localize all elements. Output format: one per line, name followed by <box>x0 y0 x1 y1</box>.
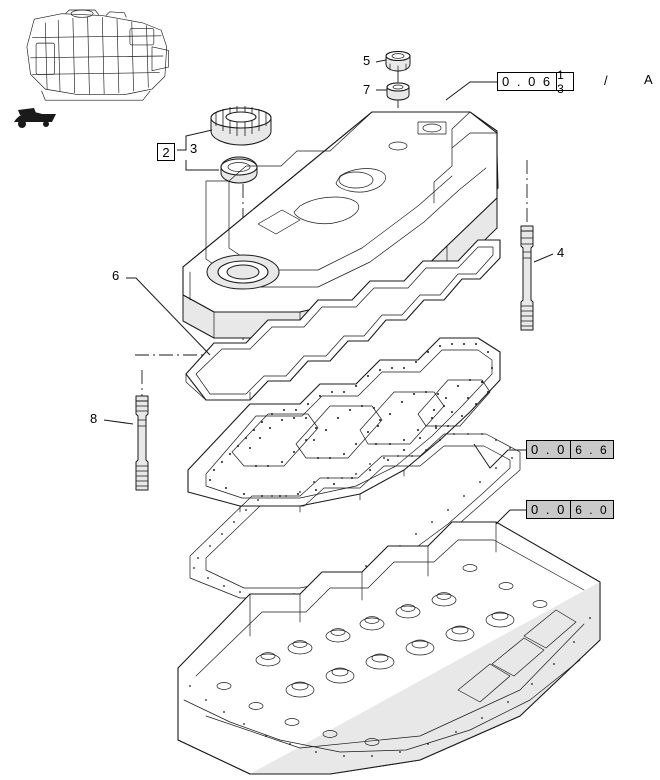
reference-code-top-suffix <box>604 73 608 88</box>
sheet-letter-text: A <box>644 72 653 87</box>
sheet-letter <box>644 72 653 87</box>
item-number-8[interactable] <box>90 411 97 426</box>
cylinder-head-part <box>178 522 600 774</box>
reference-code-bottom-code: 0 . 0 <box>531 502 567 517</box>
reference-code-top-code: 0 . 0 6 <box>502 74 553 89</box>
item-number-3-label: 3 <box>190 141 198 156</box>
reference-code-top[interactable] <box>497 67 574 96</box>
item-number-5[interactable] <box>363 53 370 68</box>
short-stud-part <box>136 396 148 490</box>
reference-code-top-suffix-text: / <box>604 73 608 88</box>
item-number-3[interactable] <box>190 141 197 156</box>
item-number-8-label: 8 <box>90 411 98 426</box>
reference-code-bottom-tail: 6 . 0 <box>570 501 612 518</box>
item-number-2-label: 2 <box>162 144 170 160</box>
item-number-4-label: 4 <box>557 245 565 260</box>
item-number-6-label: 6 <box>112 268 120 283</box>
item-number-2[interactable] <box>157 143 175 161</box>
item-number-4[interactable] <box>557 245 564 260</box>
item-number-6[interactable] <box>112 268 119 283</box>
engine-thumbnail-art <box>14 10 169 128</box>
washer-seal-part <box>387 83 409 100</box>
oil-filler-cap-part <box>211 106 271 145</box>
reference-code-mid-tail: 6 . 6 <box>570 441 612 458</box>
reference-code-bottom[interactable] <box>526 500 614 519</box>
item-number-7-label: 7 <box>363 82 371 97</box>
filler-cap-seal-part <box>221 157 257 183</box>
reference-code-top-tail: 1 3 <box>556 73 573 90</box>
reference-code-mid-code: 0 . 0 <box>531 442 567 457</box>
long-stud-part <box>521 226 533 330</box>
item-number-7[interactable] <box>363 82 370 97</box>
reference-code-mid[interactable] <box>526 440 614 459</box>
item-number-5-label: 5 <box>363 53 371 68</box>
cap-nut-part <box>386 52 410 73</box>
